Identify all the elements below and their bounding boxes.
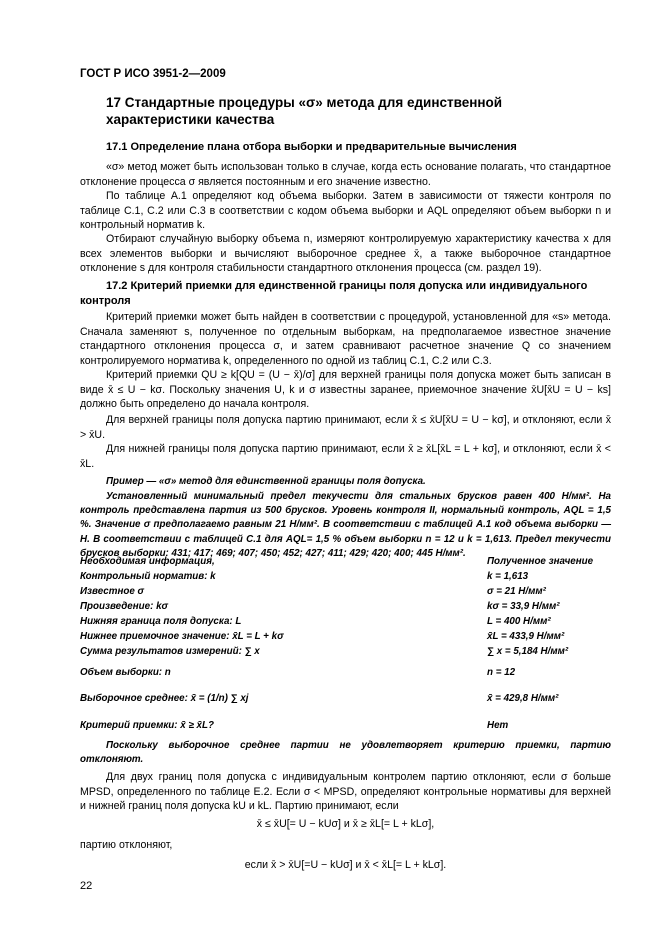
row-value: k = 1,613	[487, 571, 529, 582]
row-label: Критерий приемки: x̄ ≥ x̄L?	[80, 720, 214, 731]
page-number: 22	[80, 880, 93, 892]
example-body: Установленный минимальный предел текучести для стальных брусков равен 400 Н/мм². На контроль представлена партия из 500 брусков. Уровень контроля II, нормальный контроль, AQL = 1,5 %. Значение σ предполагаемо равным 21 Н/мм². В соответствии с таблицей А.1 код объема выборки — Н. В соответствии с таблицей С.1 для AQL= 1,5 % объем выборки n = 12 и k = 1,613. Предел текучести брусков выборки: 431; 417; 469; 407; 450; 452; 427; 411; 429; 420; 400; 445 Н/мм².	[80, 491, 611, 559]
table-row	[80, 720, 600, 734]
table-row	[80, 693, 600, 707]
section-17-title: 17 Стандартные процедуры «σ» метода для единственной характеристики качества	[106, 95, 503, 127]
section-17-2-title: 17.2 Критерий приемки для единственной границы поля допуска или индивидуального контроля	[80, 280, 588, 307]
table-row	[80, 616, 600, 630]
example-table-header	[80, 556, 600, 570]
row-label: Выборочное среднее: x̄ = (1/n) ∑ xj	[80, 693, 249, 704]
table-row	[80, 631, 600, 645]
row-value: Нет	[487, 720, 509, 731]
row-value: x̄L = 433,9 Н/мм²	[487, 631, 565, 642]
row-value: ∑ x = 5,184 Н/мм²	[487, 646, 569, 657]
row-label: Произведение: kσ	[80, 601, 169, 612]
row-label: Объем выборки: n	[80, 667, 171, 678]
row-label: Нижнее приемочное значение: x̄L = L + kσ	[80, 631, 284, 642]
example-conclusion: Поскольку выборочное среднее партии не удовлетворяет критерию приемки, партию отклоняют.	[80, 740, 611, 766]
para-17-2-3: Для верхней границы поля допуска партию принимают, если x̄ ≤ x̄U[x̄U = U − kσ], и отклоняют, если x̄ > x̄U.	[80, 414, 611, 441]
row-label: Контрольный норматив: k	[80, 571, 216, 582]
para-17-2-1: Критерий приемки может быть найден в соответствии с процедурой, установленной для «s» метода. Сначала заменяют s, полученное по отдельным выборкам, на предполагаемое известное значение стандартного отклонения процесса σ, и затем сравнивают расчетное значение Q со значением контролируемого норматива k, определенного по одной из таблиц С.1, С.2 или С.3.	[80, 311, 611, 367]
para-17-1-3: Отбирают случайную выборку объема n, измеряют контролируемую характеристику качества x для всех элементов выборки и вычисляют выборочное среднее x̄, а также выборочное стандартное отклонение s для контроля стабильности стандартного отклонения процесса (см. раздел 19).	[80, 233, 611, 275]
table-row	[80, 646, 600, 660]
row-value: n = 12	[487, 667, 516, 678]
table-row	[80, 601, 600, 615]
example-title: Пример — «σ» метод для единственной границы поля допуска.	[106, 476, 426, 487]
table-row	[80, 571, 600, 585]
para-two-limits: Для двух границ поля допуска с индивидуальным контролем партию отклоняют, если σ больше MPSD, определенного по таблице Е.2. Если σ < MPSD, определяют контрольные нормативы для верхней и нижней границ поля допуска kU и kL. Партию принимают, если	[80, 771, 611, 813]
document-header: ГОСТ Р ИСО 3951-2—2009	[80, 68, 226, 80]
table-col-value: Полученное значение	[487, 556, 594, 567]
row-label: Нижняя граница поля допуска: L	[80, 616, 242, 627]
para-17-2-4: Для нижней границы поля допуска партию принимают, если x̄ ≥ x̄L[x̄L = L + kσ], и отклоняют, если x̄ < x̄L.	[80, 443, 611, 470]
para-17-2-2: Критерий приемки QU ≥ k[QU = (U − x̄)/σ] для верхней границы поля допуска может быть записан в виде x̄ ≤ U − kσ. Поскольку значения U, k и σ известны заранее, приемочное значение x̄U[x̄U = U − ks] должно быть определено до начала контроля.	[80, 369, 611, 411]
table-col-info: Необходимая информация,	[80, 556, 215, 567]
formula-accept: x̄ ≤ x̄U[= U − kUσ] и x̄ ≥ x̄L[= L + kLσ],	[256, 818, 435, 830]
para-17-1-1: «σ» метод может быть использован только в случае, когда есть основание полагать, что стандартное отклонение процесса σ является постоянным и его значение известно.	[80, 161, 611, 188]
row-value: x̄ = 429,8 Н/мм²	[487, 693, 559, 704]
row-label: Сумма результатов измерений: ∑ x	[80, 646, 260, 657]
row-label: Известное σ	[80, 586, 145, 597]
row-value: σ = 21 Н/мм²	[487, 586, 546, 597]
table-row	[80, 667, 600, 681]
row-value: kσ = 33,9 Н/мм²	[487, 601, 560, 612]
reject-label: партию отклоняют,	[80, 839, 173, 851]
row-value: L = 400 Н/мм²	[487, 616, 551, 627]
table-row	[80, 586, 600, 600]
para-17-1-2: По таблице А.1 определяют код объема выборки. Затем в зависимости от тяжести контроля по таблице С.1, С.2 или С.3 в соответствии с кодом объема выборки и AQL определяют объем выборки n и контрольный норматив k.	[80, 190, 611, 232]
section-17-1-title: 17.1 Определение плана отбора выборки и предварительные вычисления	[106, 141, 517, 153]
formula-reject: если x̄ > x̄U[=U − kUσ] и x̄ < x̄L[= L + kLσ].	[244, 859, 447, 871]
